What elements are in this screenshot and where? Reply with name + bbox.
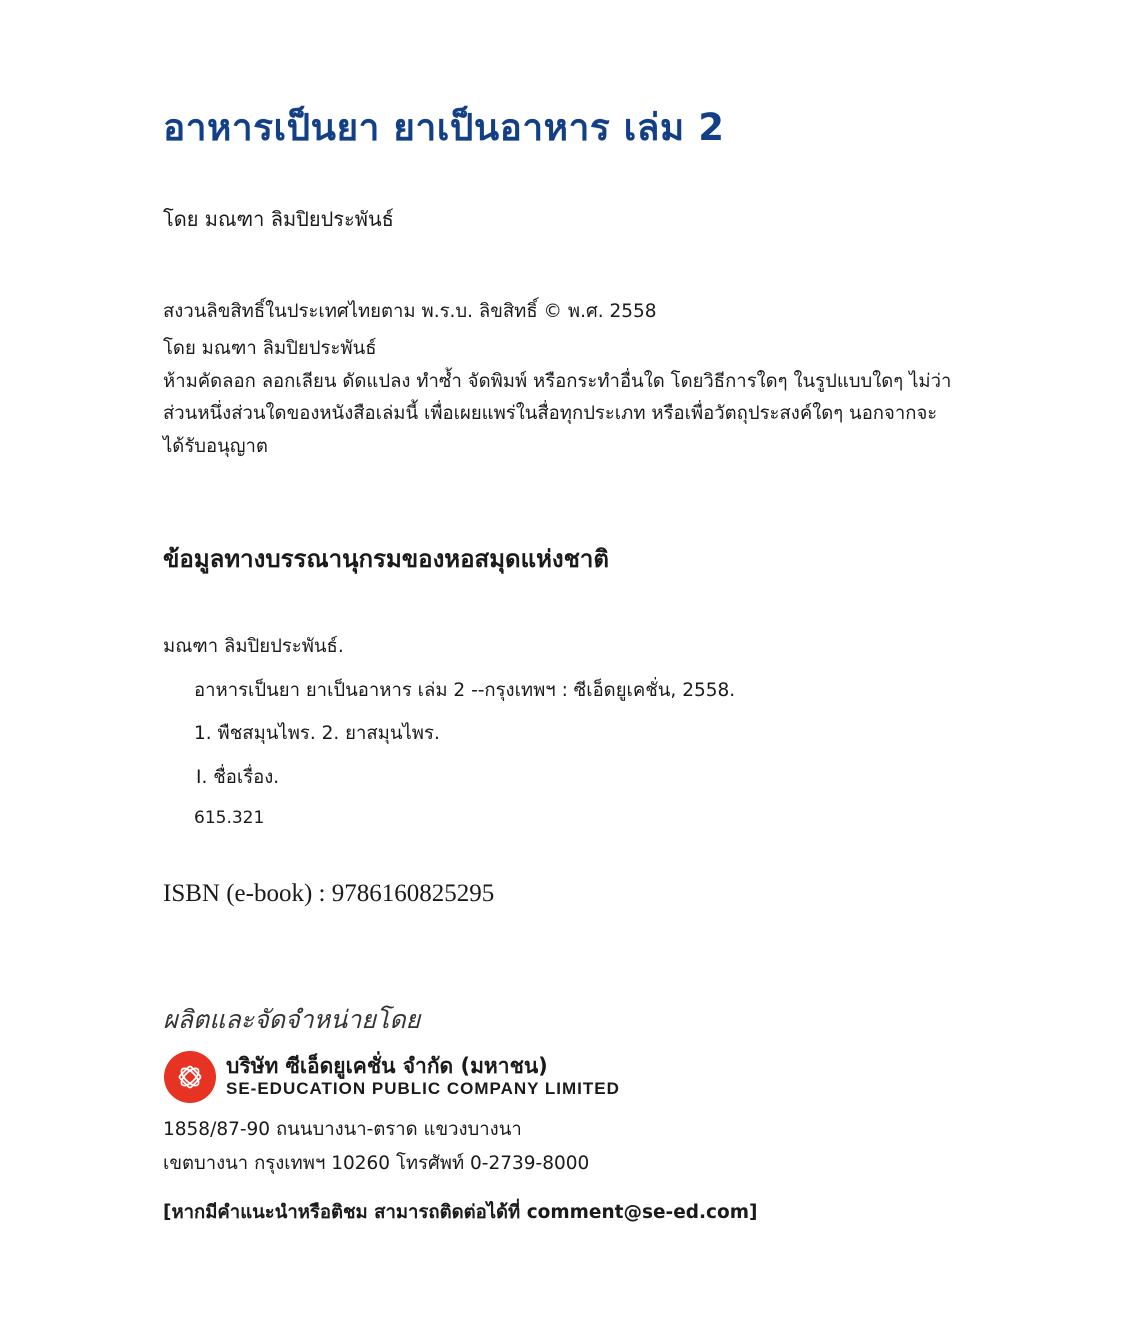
company-name-thai: บริษัท ซีเอ็ดยูเคชั่น จำกัด (มหาชน) bbox=[226, 1054, 548, 1078]
address-line-1: 1858/87-90 ถนนบางนา-ตราด แขวงบางนา bbox=[163, 1119, 522, 1140]
copyright-line-3: ห้ามคัดลอก ลอกเลียน ดัดแปลง ทำซ้ำ จัดพิมพ์ หรือกระทำอื่นใด โดยวิธีการใดๆ ในรูปแบบใดๆ ไม่ว่า bbox=[163, 371, 952, 392]
cip-title-entry: I. ชื่อเรื่อง. bbox=[196, 767, 280, 788]
comment-contact: [หากมีคำแนะนำหรือติชม สามารถติดต่อได้ที่ comment@se-ed.com] bbox=[163, 1202, 758, 1223]
copyright-line-4: ส่วนหนึ่งส่วนใดของหนังสือเล่มนี้ เพื่อเผยแพร่ในสื่อทุกประเภท หรือเพื่อวัตถุประสงค์ใดๆ นอกจากจะ bbox=[163, 403, 938, 424]
book-title: อาหารเป็นยา ยาเป็นอาหาร เล่ม 2 bbox=[163, 106, 725, 149]
author-line: โดย มณฑา ลิมปิยประพันธ์ bbox=[163, 207, 394, 231]
copyright-line-5: ได้รับอนุญาต bbox=[163, 436, 268, 457]
cip-heading: ข้อมูลทางบรรณานุกรมของหอสมุดแห่งชาติ bbox=[163, 544, 609, 573]
se-ed-logo-icon bbox=[164, 1051, 216, 1103]
address-line-2: เขตบางนา กรุงเทพฯ 10260 โทรศัพท์ 0-2739-8000 bbox=[163, 1153, 590, 1174]
isbn: ISBN (e-book) : 9786160825295 bbox=[163, 880, 495, 907]
cip-title-line: อาหารเป็นยา ยาเป็นอาหาร เล่ม 2 --กรุงเทพฯ : ซีเอ็ดยูเคชั่น, 2558. bbox=[194, 680, 736, 701]
company-name-english: SE-EDUCATION PUBLIC COMPANY LIMITED bbox=[226, 1079, 620, 1098]
cip-classification: 615.321 bbox=[194, 808, 265, 828]
copyright-line-2: โดย มณฑา ลิมปิยประพันธ์ bbox=[163, 338, 377, 359]
distributed-by-label: ผลิตและจัดจำหน่ายโดย bbox=[163, 1005, 421, 1034]
cip-subjects: 1. พืชสมุนไพร. 2. ยาสมุนไพร. bbox=[194, 723, 440, 744]
copyright-line-1: สงวนลิขสิทธิ์ในประเทศไทยตาม พ.ร.บ. ลิขสิทธิ์ © พ.ศ. 2558 bbox=[163, 301, 657, 322]
cip-author: มณฑา ลิมปิยประพันธ์. bbox=[163, 636, 344, 657]
